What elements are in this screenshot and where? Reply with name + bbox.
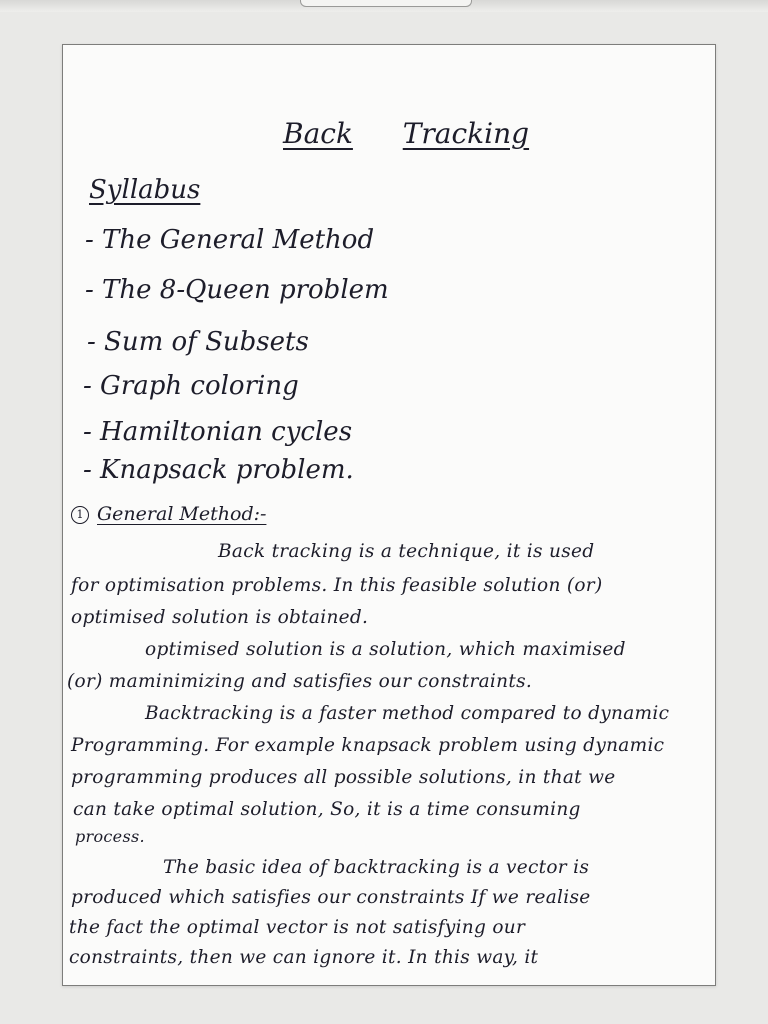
- syllabus-item: - The 8-Queen problem: [85, 275, 389, 305]
- body-line: constraints, then we can ignore it. In this way, it: [69, 947, 539, 968]
- body-line: optimised solution is a solution, which maximised: [145, 639, 626, 660]
- syllabus-item: - Knapsack problem.: [83, 455, 354, 485]
- body-line: process.: [75, 827, 145, 846]
- body-line: programming produces all possible solutions, in that we: [71, 767, 616, 788]
- syllabus-item: - Hamiltonian cycles: [83, 417, 353, 447]
- notebook-page: [62, 44, 716, 986]
- body-line: Backtracking is a faster method compared to dynamic: [145, 703, 670, 724]
- page-title: [283, 117, 529, 150]
- syllabus-heading: Syllabus: [89, 175, 201, 205]
- body-line: The basic idea of backtracking is a vector is: [163, 857, 590, 878]
- body-line: can take optimal solution, So, it is a time consuming: [73, 799, 581, 820]
- title-word-back: Back: [283, 117, 353, 150]
- body-line: Programming. For example knapsack problem using dynamic: [71, 735, 665, 756]
- body-line: (or) maminimizing and satisfies our constraints.: [67, 671, 533, 692]
- body-line: for optimisation problems. In this feasible solution (or): [71, 575, 603, 596]
- body-line: produced which satisfies our constraints If we realise: [71, 887, 591, 908]
- section-heading-text: General Method:-: [97, 503, 267, 525]
- syllabus-item: - The General Method: [85, 225, 375, 255]
- body-line: optimised solution is obtained.: [71, 607, 369, 628]
- syllabus-item: - Graph coloring: [83, 371, 299, 401]
- notebook-binding-edge: [300, 0, 472, 7]
- title-word-tracking: Tracking: [402, 117, 530, 150]
- body-line: Back tracking is a technique, it is used: [218, 541, 595, 562]
- section-number-circle: 1: [71, 506, 89, 524]
- syllabus-item: - Sum of Subsets: [87, 327, 309, 357]
- section-heading: [71, 503, 266, 525]
- body-line: the fact the optimal vector is not satisfying our: [69, 917, 526, 938]
